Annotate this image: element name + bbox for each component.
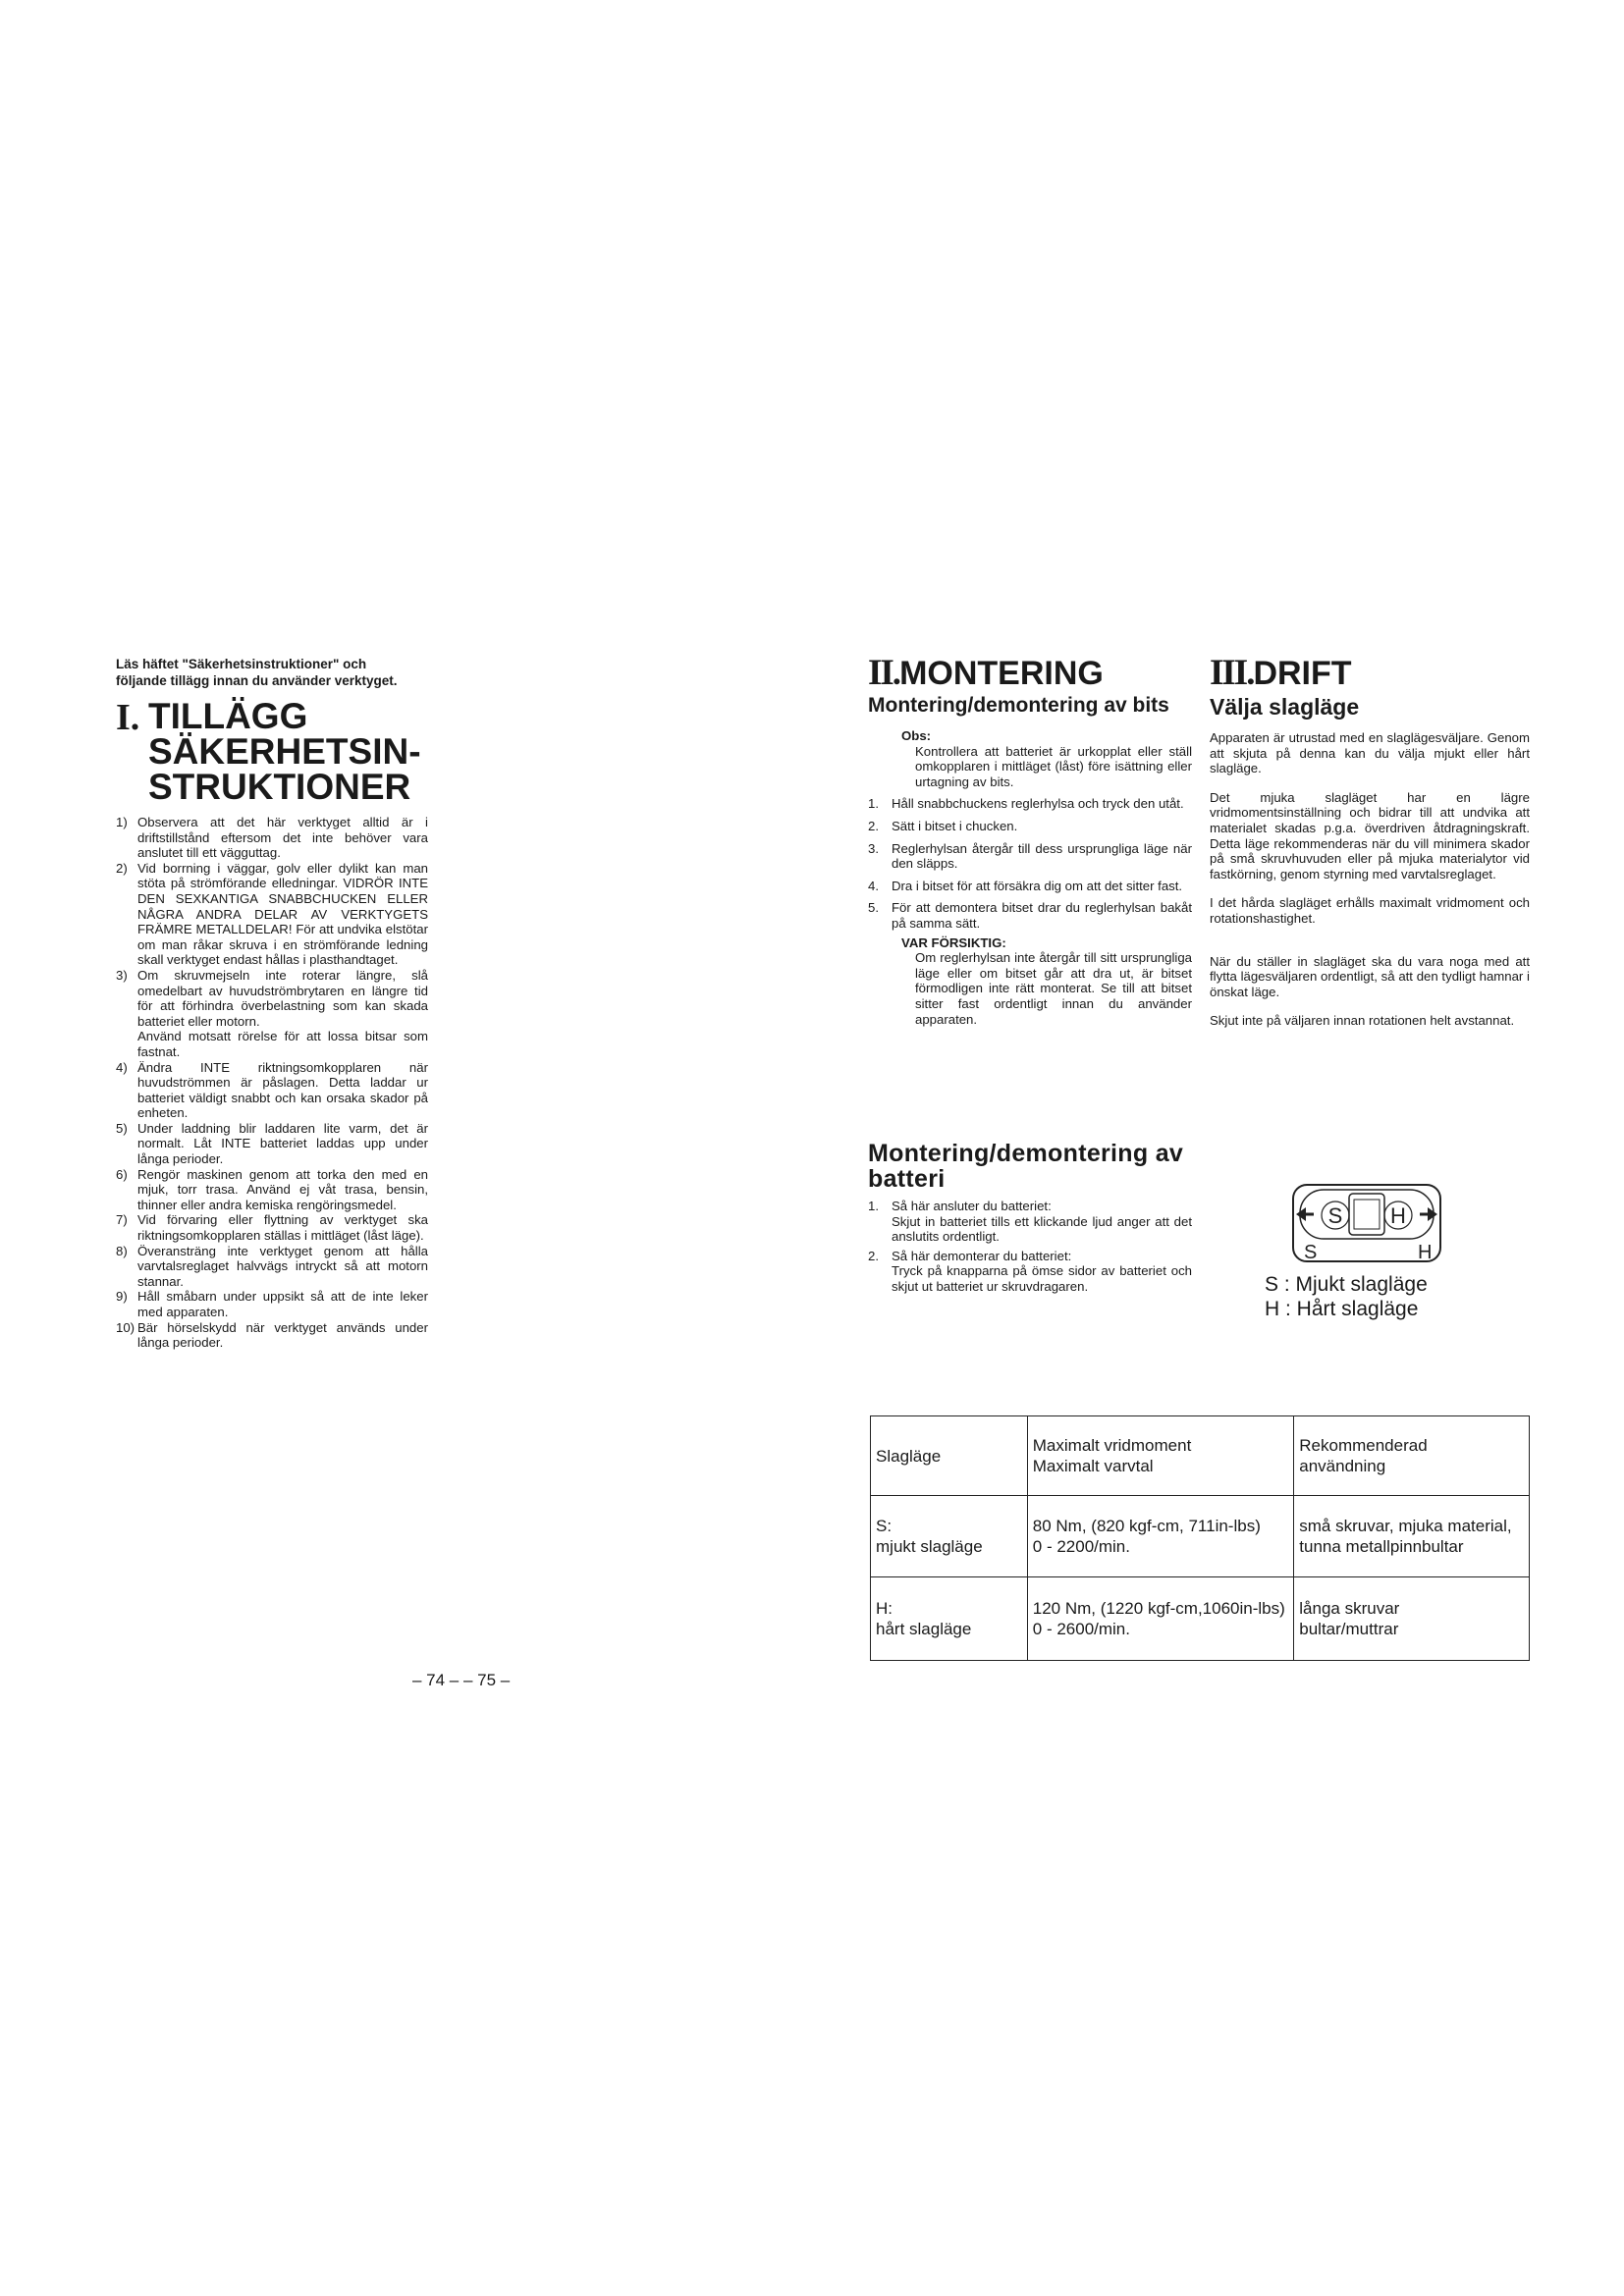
item-text: Bär hörselskydd när verktyget används under långa perioder. (137, 1319, 428, 1351)
step-text: För att demontera bitset drar du reglerhylsan bakåt på samma sätt. (892, 900, 1192, 931)
step-text (892, 1249, 1192, 1295)
item-text: Vid borrning i väggar, golv eller dylikt kan man stöta på strömförande elledningar. VIDRÖR INTE DEN SEXKANTIGA SNABBCHUCKEN ELLER NÅGRA ANDRA DELAR AV VERKTYGETS FRÄMRE METALLDELAR! För att undvika elstötar om man råkar skruva i en strömförande ledning skall verktyget endast hållas i plasthandtaget. (137, 860, 428, 968)
item-text: Observera att det här verktyget alltid är i driftstillstånd eftersom det inte behöver vara anslutet till ett vägguttag. (137, 815, 428, 861)
cell-line: användning (1299, 1457, 1386, 1475)
paragraph: När du ställer in slagläget ska du vara noga med att flytta lägesväljaren ordentligt, så att den tydligt hamnar i önskat läge. (1210, 953, 1530, 999)
item-text-main: Om skruvmejseln inte roterar längre, slå omedelbart av huvudströmbrytaren en längre tid för att förhindra överbelastning som kan skada batteriet eller motorn. (137, 967, 428, 1029)
caution-text: Om reglerhylsan inte återgår till sitt ursprungliga läge eller om bitset går att dra ut, är bitset förmodligen inte rätt monterat. Se till att bitset sitter fast ordentligt innan du använder apparaten. (915, 950, 1192, 1027)
cell-line: Rekommenderad (1299, 1436, 1428, 1455)
section-2-title: MONTERING (899, 655, 1104, 692)
diagram-letter-left: S (1327, 1203, 1343, 1228)
section-1-title (148, 696, 421, 807)
section-1-roman: I. (116, 697, 140, 738)
cell-line: 0 - 2600/min. (1032, 1620, 1130, 1638)
item-number: 1) (116, 815, 128, 829)
step-number: 5. (868, 900, 879, 916)
list-item (116, 1244, 428, 1290)
safety-list (116, 815, 428, 1351)
table-cell (1294, 1416, 1530, 1496)
battery-step (868, 1249, 1192, 1295)
impact-mode-text (1210, 730, 1530, 1042)
item-number: 8) (116, 1243, 128, 1258)
step-item (868, 796, 1192, 812)
section-2-heading (868, 652, 1104, 694)
battery-step (868, 1199, 1192, 1245)
cell-line: tunna metallpinnbultar (1299, 1537, 1464, 1556)
paragraph: Det mjuka slagläget har en lägre vridmomentsinställning och bidrar till att undvika att materialet skadas p.g.a. överdriven åtdragningskraft. Detta läge rekommenderas när du vill minimera skador på små skruvhuvuden eller på mjuka materialytor vid fastkörning, genom styrning med varvtalsreglaget. (1210, 789, 1530, 881)
mode-selector-diagram (1292, 1184, 1441, 1262)
table-cell (1294, 1577, 1530, 1661)
item-text-extra: Använd motsatt rörelse för att lossa bitsar som fastnat. (137, 1029, 428, 1059)
cell-line: Maximalt vridmoment (1032, 1436, 1192, 1455)
section-1-title-line-3: STRUKTIONER (148, 767, 411, 807)
item-text: Ändra INTE riktningsomkopplaren när huvudströmmen är påslagen. Detta laddar ur batteriet väldigt snabbt och kan orsaka skador på enheten. (137, 1059, 428, 1121)
step-number: 1. (868, 796, 879, 812)
item-number: 10) (116, 1319, 135, 1335)
list-item (116, 1289, 428, 1319)
paragraph: I det hårda slagläget erhålls maximalt vridmoment och rotationshastighet. (1210, 895, 1530, 926)
step-body: Skjut in batteriet tills ett klickande ljud anger att det anslutits ordentligt. (892, 1213, 1192, 1245)
cell-line: hårt slagläge (876, 1620, 972, 1638)
impact-mode-table (870, 1415, 1530, 1661)
item-text: Vid förvaring eller flyttning av verktyget ska riktningsomkopplaren ställas i mittläget (låst läge). (137, 1212, 428, 1244)
list-item (116, 1320, 428, 1351)
item-text: Håll småbarn under uppsikt så att de inte leker med apparaten. (137, 1289, 428, 1319)
table-cell (1027, 1577, 1294, 1661)
item-number: 2) (116, 860, 128, 876)
section-3-title: DRIFT (1253, 655, 1352, 692)
intro-line-2: följande tillägg innan du använder verktyget. (116, 673, 398, 688)
cell-line: S: (876, 1517, 893, 1535)
step-item (868, 879, 1192, 894)
battery-instructions (868, 1199, 1192, 1295)
table-row (871, 1577, 1530, 1661)
cell-line: Maximalt varvtal (1032, 1457, 1154, 1475)
list-item (116, 815, 428, 861)
table-cell (1027, 1416, 1294, 1496)
table-cell (1294, 1496, 1530, 1577)
cell-line: 0 - 2200/min. (1032, 1537, 1130, 1556)
selector-track (1300, 1190, 1434, 1239)
cell-line: H: (876, 1599, 893, 1618)
table-cell (871, 1577, 1028, 1661)
mode-legend (1265, 1272, 1428, 1321)
cell-line: 120 Nm, (1220 kgf-cm,1060in-lbs) (1032, 1599, 1285, 1618)
step-item (868, 841, 1192, 872)
item-number: 4) (116, 1059, 128, 1075)
step-lead: Så här ansluter du batteriet: (892, 1199, 1052, 1213)
item-text (137, 968, 428, 1060)
bits-instructions (868, 728, 1192, 1027)
page-numbers: – 74 – – 75 – (412, 1671, 511, 1689)
paragraph: Skjut inte på väljaren innan rotationen helt avstannat. (1210, 1013, 1515, 1029)
table-cell: Slagläge (871, 1416, 1028, 1496)
step-number: 2. (868, 818, 879, 833)
table-row (871, 1496, 1530, 1577)
cell-line: små skruvar, mjuka material, (1299, 1517, 1512, 1535)
diagram-label-right: H (1418, 1242, 1433, 1262)
item-number: 7) (116, 1212, 128, 1228)
section-1-title-line-1: TILLÄGG (148, 696, 308, 736)
paragraph: Apparaten är utrustad med en slaglägesväljare. Genom att skjuta på denna kan du välja mjukt eller hårt slagläge. (1210, 730, 1530, 776)
cell-line: långa skruvar (1299, 1599, 1400, 1618)
section-3-heading (1210, 652, 1352, 694)
table-cell (1027, 1496, 1294, 1577)
list-item (116, 1121, 428, 1167)
step-text: Håll snabbchuckens reglerhylsa och tryck den utåt. (892, 796, 1184, 812)
section-1-title-line-2: SÄKERHETSIN- (148, 731, 421, 772)
item-text: Rengör maskinen genom att torka den med en mjuk, torr trasa. Använd ej våt trasa, bensin, thinner eller andra kemiska rengöringsmedel. (137, 1166, 428, 1212)
list-item (116, 1212, 428, 1243)
list-item (116, 968, 428, 1060)
step-number: 1. (868, 1199, 879, 1213)
item-number: 5) (116, 1120, 128, 1136)
caution-label: VAR FÖRSIKTIG: (901, 934, 1006, 950)
section-1-heading (116, 696, 440, 807)
table-header-row (871, 1416, 1530, 1496)
item-text: Under laddning blir laddaren lite varm, det är normalt. Låt INTE batteriet laddas upp under långa perioder. (137, 1120, 428, 1167)
obs-label: Obs: (901, 728, 932, 743)
step-text (892, 1199, 1192, 1245)
intro-note (116, 656, 428, 689)
list-item (116, 861, 428, 968)
list-item (116, 1167, 428, 1213)
item-number: 6) (116, 1166, 128, 1182)
item-text: Överansträng inte verktyget genom att hålla varvtalsreglaget halvvägs intryckt så att motorn stannar. (137, 1243, 428, 1289)
legend-hard: H : Hårt slagläge (1265, 1298, 1419, 1320)
step-item (868, 819, 1192, 834)
table-cell (871, 1496, 1028, 1577)
step-number: 3. (868, 840, 879, 856)
step-text: Reglerhylsan återgår till dess ursprungliga läge när den släpps. (892, 840, 1192, 872)
bits-subheading: Montering/demontering av bits (868, 694, 1169, 717)
step-item (868, 900, 1192, 931)
diagram-letter-right: H (1390, 1203, 1406, 1228)
item-number: 9) (116, 1289, 128, 1305)
obs-text: Kontrollera att batteriet är urkopplat eller ställ omkopplaren i mittläget (låst) före isättning eller urtagning av bits. (915, 743, 1192, 789)
section-2-roman: II. (868, 653, 900, 693)
step-number: 2. (868, 1248, 879, 1263)
cell-line: mjukt slagläge (876, 1537, 983, 1556)
section-3-roman: III. (1210, 653, 1254, 693)
legend-soft: S : Mjukt slagläge (1265, 1273, 1428, 1296)
cell-line: bultar/muttrar (1299, 1620, 1399, 1638)
step-number: 4. (868, 878, 879, 893)
list-item (116, 1060, 428, 1121)
item-number: 3) (116, 967, 128, 983)
impact-mode-subheading: Välja slagläge (1210, 694, 1360, 720)
intro-line-1: Läs häftet "Säkerhetsinstruktioner" och (116, 657, 367, 671)
step-text: Dra i bitset för att försäkra dig om att det sitter fast. (892, 878, 1183, 893)
battery-subheading: Montering/demontering av batteri (868, 1140, 1184, 1193)
step-body: Tryck på knapparna på ömse sidor av batteriet och skjut ut batteriet ur skruvdragaren. (892, 1263, 1192, 1294)
cell-line: 80 Nm, (820 kgf-cm, 711in-lbs) (1032, 1517, 1261, 1535)
step-text: Sätt i bitset i chucken. (892, 818, 1018, 833)
step-lead: Så här demonterar du batteriet: (892, 1248, 1072, 1263)
diagram-label-left: S (1304, 1242, 1318, 1262)
